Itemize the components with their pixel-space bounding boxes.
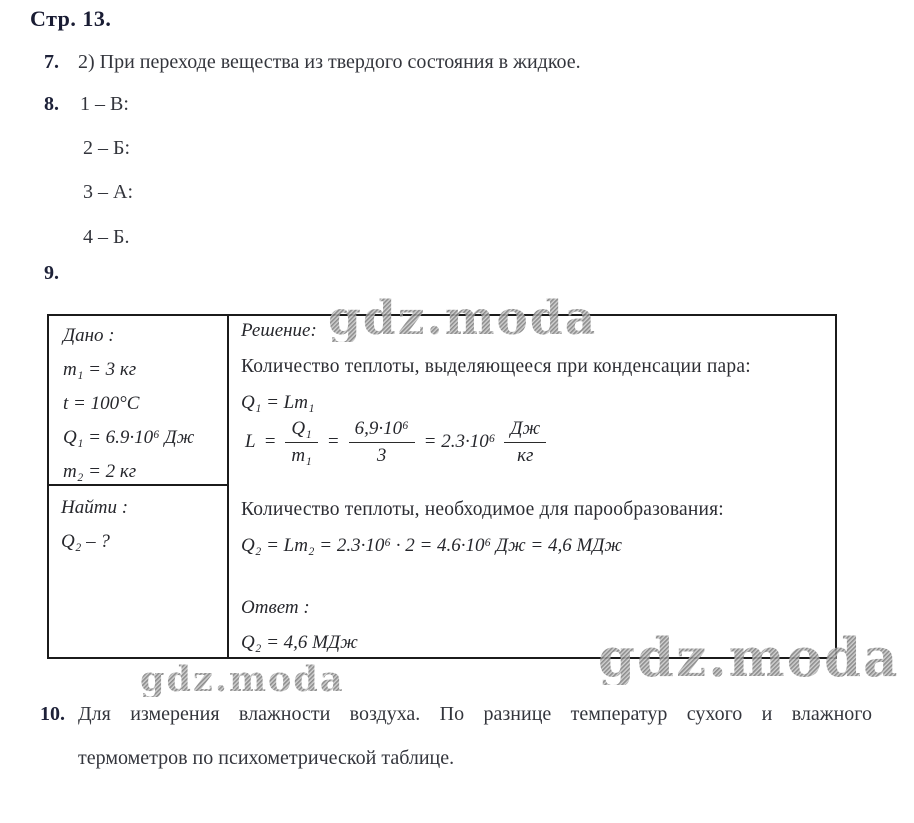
watermark-gdz-moda: gdz.moda: [598, 627, 900, 689]
equals-sign: =: [263, 431, 277, 453]
formula-l: [241, 418, 827, 467]
watermark-gdz-moda: gdz.moda: [328, 291, 598, 346]
given-cell: [49, 316, 227, 486]
fraction-numerator: 6,9·10⁶: [349, 418, 415, 443]
find-cell: [49, 486, 227, 657]
solution-step2-text: Количество теплоты, необходимое для парообразования:: [241, 499, 724, 520]
fraction-values: [349, 418, 415, 467]
fraction-q1-m1: [285, 418, 317, 467]
item-10-number: 10.: [40, 703, 65, 725]
item-8-number: 8.: [44, 93, 59, 115]
fraction-denominator: кг: [517, 444, 534, 466]
item-8-answer-3: 3 – А:: [83, 181, 133, 203]
fraction-denominator: m₁: [291, 444, 312, 466]
fraction-numerator: Q₁: [285, 418, 317, 443]
item-8-answer-2: 2 – Б:: [83, 137, 131, 159]
table-left-column: [49, 316, 229, 657]
find-value: Q₂ – ?: [61, 531, 110, 552]
answer-label: Ответ :: [241, 597, 310, 618]
formula-q1: Q₁ = Lm₁: [241, 392, 315, 413]
answer-value: Q₂ = 4,6 МДж: [241, 632, 358, 653]
formula-l-result: = 2.3·10⁶: [423, 431, 496, 453]
item-8-answer-4: 4 – Б.: [83, 226, 130, 248]
solution-step1-text: Количество теплоты, выделяющееся при конденсации пара:: [241, 356, 751, 377]
solution-cell: [229, 316, 835, 657]
given-line: Q₁ = 6.9·10⁶ Дж: [63, 427, 195, 448]
page-title: Стр. 13.: [30, 6, 112, 31]
given-line: m₁ = 3 кг: [63, 359, 137, 380]
fraction-numerator: Дж: [504, 418, 546, 443]
problem-table: [47, 314, 837, 659]
item-8-answer-1: 1 – В:: [80, 93, 129, 115]
equals-sign: =: [326, 431, 340, 453]
formula-q2: Q₂ = Lm₂ = 2.3·10⁶ · 2 = 4.6·10⁶ Дж = 4,6 МДж: [241, 535, 623, 556]
item-7-number: 7.: [44, 51, 59, 73]
given-line: m₂ = 2 кг: [63, 461, 137, 482]
find-label: Найти :: [61, 497, 129, 518]
item-10-text-line2: термометров по психометрической таблице.: [78, 747, 455, 769]
item-9-number: 9.: [44, 262, 59, 284]
item-10-text-line1: Для измерения влажности воздуха. По разнице температур сухого и влажного: [78, 703, 872, 725]
watermark-gdz-moda: gdz.moda: [140, 659, 345, 700]
item-7-text: 2) При переходе вещества из твердого состояния в жидкое.: [78, 51, 581, 73]
given-label: Дано :: [63, 325, 115, 346]
solution-label: Решение:: [241, 320, 317, 341]
fraction-denominator: 3: [376, 444, 387, 466]
formula-l-lhs: L: [245, 431, 256, 453]
given-line: t = 100°C: [63, 393, 140, 414]
fraction-units: [504, 418, 546, 467]
